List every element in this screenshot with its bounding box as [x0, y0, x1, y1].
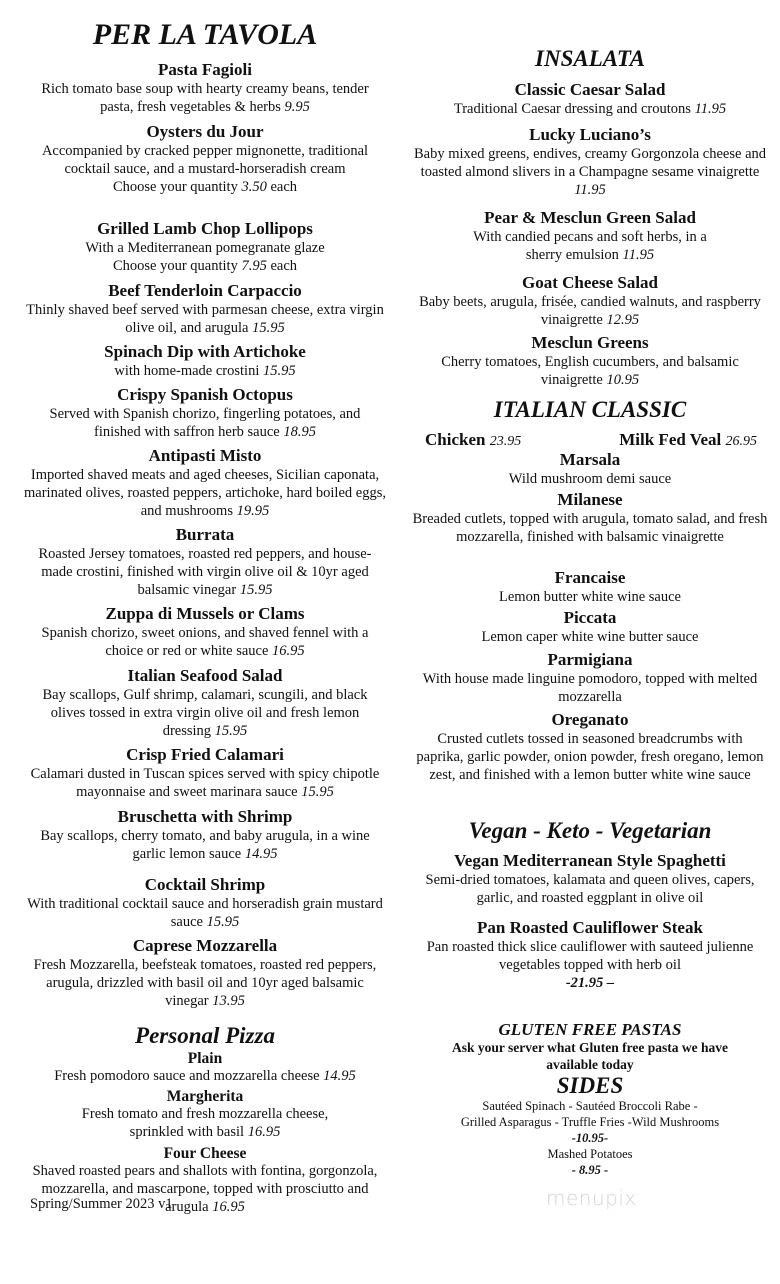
item-name: Antipasti Misto	[148, 446, 262, 465]
item-desc: Cherry tomatoes, English cucumbers, and balsamic vinaigrette 10.95	[441, 354, 739, 388]
item-price: -21.95 –	[565, 975, 615, 991]
item-price: 11.95	[622, 247, 655, 263]
item-desc: Fresh tomato and fresh mozzarella cheese, sprinkled with basil 16.95	[81, 1106, 329, 1140]
section-title: Vegan - Keto - Vegetarian	[468, 818, 712, 843]
item-name: Lucky Luciano’s	[529, 125, 651, 144]
sides-price-1: -10.95-	[571, 1131, 609, 1145]
item-desc: Crusted cutlets tossed in seasoned breadcrumbs with paprika, garlic powder, onion powder, fresh oregano, lemon zest, and finished with a lemon butter white wine sauce	[416, 731, 764, 783]
menu-item	[20, 1050, 390, 1085]
item-desc: Shaved roasted pears and shallots with fontina, gorgonzola, mozzarella, and mascarpone, topped with prosciutto and arugula 16.95	[32, 1163, 378, 1215]
item-name: Caprese Mozzarella	[132, 936, 278, 955]
menu-item	[20, 385, 390, 441]
item-desc: Traditional Caesar dressing and croutons 11.95	[453, 101, 727, 117]
menu-version-note: Spring/Summer 2023 v1	[30, 1196, 173, 1212]
menu-item	[20, 604, 390, 660]
gluten-free-note: Ask your server what Gluten free pasta we have available today	[452, 1040, 728, 1072]
item-price: 16.95	[212, 1199, 245, 1215]
item-price: 9.95	[284, 99, 310, 115]
menu-item	[405, 608, 775, 646]
protein-options	[405, 430, 775, 452]
menu-item	[20, 936, 390, 1010]
menu-item	[20, 219, 390, 275]
item-name: Mesclun Greens	[531, 333, 649, 352]
item-price: 15.95	[252, 320, 285, 336]
item-name: Milanese	[557, 490, 623, 509]
item-desc: Breaded cutlets, topped with arugula, tomato salad, and fresh mozzarella, finished with balsamic vinaigrette	[412, 511, 768, 545]
item-price: 18.95	[283, 424, 316, 440]
item-price: 16.95	[247, 1124, 281, 1140]
item-name: Pan Roasted Cauliflower Steak	[477, 918, 703, 937]
menu-item	[20, 745, 390, 801]
item-desc: Baby mixed greens, endives, creamy Gorgonzola cheese and toasted almond slivers in a Champagne sesame vinaigrette 11.95	[413, 146, 767, 198]
menu-item	[20, 122, 390, 196]
menu-item	[20, 342, 390, 380]
item-desc: Thinly shaved beef served with parmesan cheese, extra virgin olive oil, and arugula 15.95	[26, 302, 384, 336]
item-desc: Fresh Mozzarella, beefsteak tomatoes, roasted red peppers, arugula, drizzled with basil oil and 10yr aged balsamic vinegar 13.95	[33, 957, 377, 1009]
menu-item	[405, 208, 775, 264]
item-name: Italian Seafood Salad	[127, 666, 283, 685]
item-name: Four Cheese	[163, 1145, 247, 1162]
item-desc: Rich tomato base soup with hearty creamy beans, tender pasta, fresh vegetables & herbs 9.95	[41, 81, 369, 115]
section-title: Personal Pizza	[135, 1023, 275, 1048]
item-name: Crispy Spanish Octopus	[117, 385, 293, 404]
item-desc: Lemon butter white wine sauce	[499, 589, 681, 605]
section-insalata	[405, 46, 775, 72]
menu-item	[405, 650, 775, 706]
item-name: Oreganato	[551, 710, 629, 729]
protein-veal: Milk Fed Veal 26.95	[619, 430, 757, 449]
item-name: Classic Caesar Salad	[514, 80, 666, 99]
section-title: SIDES	[556, 1073, 624, 1098]
sides-price-2: - 8.95 -	[571, 1163, 609, 1177]
menu-item	[405, 568, 775, 606]
item-name: Francaise	[554, 568, 626, 587]
protein-chicken: Chicken 23.95	[425, 430, 522, 449]
item-desc: Accompanied by cracked pepper mignonette, traditional cocktail sauce, and a mustard-horseradish cream	[41, 143, 369, 177]
item-desc: Bay scallops, Gulf shrimp, calamari, scungili, and black olives tossed in extra virgin olive oil and fresh lemon dressing 15.95	[42, 687, 368, 739]
item-name: Cocktail Shrimp	[144, 875, 266, 894]
item-price: 15.95	[206, 914, 240, 930]
menu-item	[405, 490, 775, 546]
item-name: Zuppa di Mussels or Clams	[105, 604, 305, 623]
item-name: Bruschetta with Shrimp	[117, 807, 293, 826]
item-desc: With traditional cocktail sauce and horseradish grain mustard sauce 15.95	[27, 896, 383, 930]
item-name: Marsala	[559, 450, 621, 469]
item-desc: Served with Spanish chorizo, fingerling potatoes, and finished with saffron herb sauce 18.95	[49, 406, 361, 440]
item-desc: With candied pecans and soft herbs, in a sherry emulsion 11.95	[473, 229, 707, 263]
item-price: 16.95	[272, 643, 305, 659]
menu-item	[20, 60, 390, 116]
menu-item	[405, 918, 775, 992]
section-vegan-keto-vegetarian	[405, 818, 775, 844]
section-sides	[405, 1074, 775, 1178]
item-name: Margherita	[166, 1088, 244, 1105]
section-title: PER LA TAVOLA	[92, 18, 318, 51]
menu-item	[20, 666, 390, 740]
watermark-logo: menupix	[546, 1186, 637, 1210]
item-name: Oysters du Jour	[146, 122, 264, 141]
item-name: Plain	[187, 1050, 223, 1067]
item-desc: Baby beets, arugula, frisée, candied walnuts, and raspberry vinaigrette 12.95	[419, 294, 761, 328]
menu-item	[405, 273, 775, 329]
sides-item-mashed-potatoes: Mashed Potatoes	[547, 1147, 633, 1161]
item-price: 15.95	[214, 723, 248, 739]
item-desc: with home-made crostini 15.95	[114, 363, 296, 379]
item-desc: With a Mediterranean pomegranate glaze	[85, 240, 325, 256]
item-desc: Fresh pomodoro sauce and mozzarella cheese 14.95	[54, 1068, 356, 1084]
section-title: INSALATA	[535, 46, 645, 71]
menu-item	[405, 333, 775, 389]
menu-item	[405, 450, 775, 488]
item-desc: Bay scallops, cherry tomato, and baby arugula, in a wine garlic lemon sauce 14.95	[40, 828, 370, 862]
section-personal-pizza	[20, 1023, 390, 1049]
item-name: Spinach Dip with Artichoke	[104, 342, 306, 361]
item-price: 14.95	[244, 846, 278, 862]
item-name: Vegan Mediterranean Style Spaghetti	[454, 851, 726, 870]
item-price: 15.95	[301, 784, 334, 800]
item-desc: Pan roasted thick slice cauliflower with sauteed julienne vegetables topped with herb oil	[426, 939, 754, 973]
item-desc: Calamari dusted in Tuscan spices served with spicy chipotle mayonnaise and sweet marinara sauce 15.95	[30, 766, 380, 800]
menu-item	[20, 525, 390, 599]
menu-item	[20, 281, 390, 337]
item-desc: Spanish chorizo, sweet onions, and shaved fennel with a choice or red or white sauce 16.95	[41, 625, 369, 659]
section-italian-classic	[405, 397, 775, 423]
item-price: 13.95	[212, 993, 245, 1009]
menu-item	[405, 80, 775, 118]
item-price: 15.95	[239, 582, 273, 598]
section-gluten-free	[405, 1020, 775, 1073]
menu-item	[20, 446, 390, 520]
menu-item	[20, 875, 390, 931]
menu-item	[20, 807, 390, 863]
item-name: Beef Tenderloin Carpaccio	[108, 281, 302, 300]
item-name: Pasta Fagioli	[158, 60, 252, 79]
item-price: 10.95	[606, 372, 640, 388]
sides-line-1: Sautéed Spinach - Sautéed Broccoli Rabe -	[482, 1099, 698, 1113]
item-price: 11.95	[574, 182, 606, 198]
item-desc: Semi-dried tomatoes, kalamata and queen olives, capers, garlic, and roasted eggplant in olive oil	[425, 872, 755, 906]
item-qty: Choose your quantity 3.50 each	[112, 179, 298, 195]
item-desc: Wild mushroom demi sauce	[508, 471, 672, 487]
section-title: ITALIAN CLASSIC	[493, 397, 687, 422]
menu-item	[20, 1088, 390, 1141]
item-name: Parmigiana	[547, 650, 633, 669]
item-name: Burrata	[175, 525, 235, 544]
item-price: 11.95	[694, 101, 727, 117]
item-desc: Lemon caper white wine butter sauce	[481, 629, 699, 645]
section-per-la-tavola	[20, 18, 390, 52]
section-title: GLUTEN FREE PASTAS	[498, 1020, 682, 1039]
menu-item	[405, 125, 775, 199]
item-desc: Imported shaved meats and aged cheeses, Sicilian caponata, marinated olives, roasted peppers, artichoke, hard boiled eggs, and mushrooms 19.95	[24, 467, 386, 519]
item-price: 12.95	[606, 312, 640, 328]
menu-item	[405, 851, 775, 907]
item-price: 19.95	[236, 503, 270, 519]
item-name: Pear & Mesclun Green Salad	[484, 208, 696, 227]
item-name: Crisp Fried Calamari	[126, 745, 284, 764]
item-desc: With house made linguine pomodoro, topped with melted mozzarella	[422, 671, 758, 705]
item-price: 15.95	[262, 363, 296, 379]
item-name: Piccata	[563, 608, 617, 627]
item-qty: Choose your quantity 7.95 each	[112, 258, 298, 274]
item-desc: Roasted Jersey tomatoes, roasted red peppers, and house-made crostini, finished with virgin olive oil & 10yr aged balsamic vinegar 15.95	[38, 546, 372, 598]
sides-line-2: Grilled Asparagus - Truffle Fries -Wild Mushrooms	[460, 1115, 720, 1129]
item-price: 14.95	[323, 1068, 356, 1084]
menu-item	[405, 710, 775, 784]
item-name: Grilled Lamb Chop Lollipops	[97, 219, 313, 238]
item-name: Goat Cheese Salad	[522, 273, 658, 292]
